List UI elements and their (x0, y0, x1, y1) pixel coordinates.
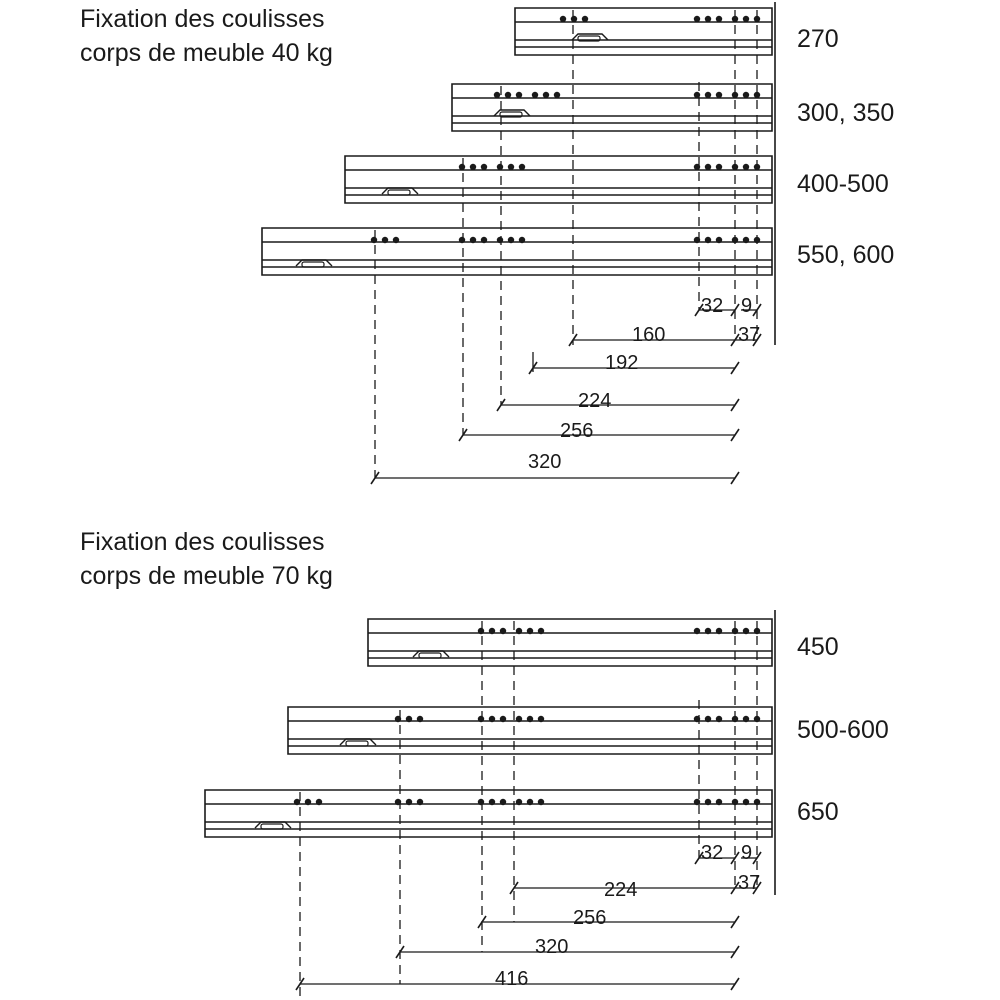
runner-bar-270 (515, 8, 772, 55)
runner-bar-450 (368, 619, 772, 666)
dimension-label-9-top: 9 (741, 295, 753, 317)
runner-size-label-300-350: 300, 350 (797, 99, 895, 127)
runner-size-label-550-600: 550, 600 (797, 241, 895, 269)
runner-bar-400-500 (345, 156, 772, 203)
dimension-label-320-top: 320 (528, 451, 562, 473)
dimension-label-37-bottom: 37 (738, 872, 761, 894)
section-title-70kg-line1: Fixation des coulisses (80, 528, 325, 556)
runner-bar-550-600 (262, 228, 772, 275)
runner-bar-650 (205, 790, 772, 837)
section-title-40kg-line2: corps de meuble 40 kg (80, 39, 333, 67)
dimension-label-32-top: 32 (701, 295, 724, 317)
dimension-label-37-top: 37 (738, 324, 761, 346)
runner-size-label-450: 450 (797, 633, 839, 661)
dimension-label-32-bottom: 32 (701, 842, 724, 864)
runner-bar-500-600 (288, 707, 772, 754)
section-title-40kg-line1: Fixation des coulisses (80, 5, 325, 33)
dimension-label-224-top: 224 (578, 390, 612, 412)
section-title-40kg (80, 2, 333, 70)
dimension-label-416: 416 (495, 968, 529, 990)
dimension-label-224-bottom: 224 (604, 879, 638, 901)
dimension-label-256-bottom: 256 (573, 907, 607, 929)
runner-size-label-500-600: 500-600 (797, 716, 889, 744)
section-title-70kg-line2: corps de meuble 70 kg (80, 562, 333, 590)
runner-size-label-270: 270 (797, 25, 839, 53)
section-title-70kg (80, 525, 333, 593)
dimension-label-256-top: 256 (560, 420, 594, 442)
dimension-label-9-bottom: 9 (741, 842, 753, 864)
dimension-label-160: 160 (632, 324, 666, 346)
runner-bar-300-350 (452, 84, 772, 131)
runner-size-label-400-500: 400-500 (797, 170, 889, 198)
dimension-label-320-bottom: 320 (535, 936, 569, 958)
runner-size-label-650: 650 (797, 798, 839, 826)
dimension-label-192: 192 (605, 352, 639, 374)
